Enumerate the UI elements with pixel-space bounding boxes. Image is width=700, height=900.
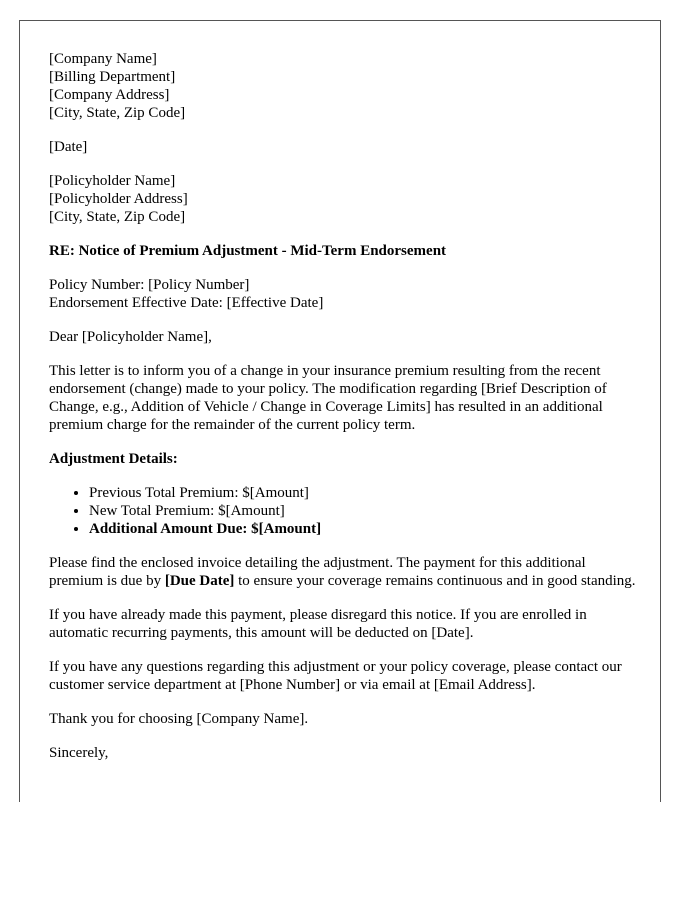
sender-city-state-zip: [City, State, Zip Code] — [49, 105, 186, 121]
additional-amount-due-item: • Additional Amount Due: $[Amount] — [89, 520, 639, 538]
recipient-name: [Policyholder Name] — [49, 173, 176, 189]
letter-page — [19, 20, 661, 802]
payment-paragraph-after: to ensure your coverage remains continuous and in good standing. — [234, 573, 636, 589]
thanks-line: Thank you for choosing [Company Name]. — [49, 711, 309, 727]
letter-content — [49, 50, 639, 778]
adjustment-details-heading: Adjustment Details: — [49, 451, 178, 467]
letter-date-block — [49, 138, 639, 156]
adjustment-details-list — [49, 484, 639, 538]
payment-paragraph — [49, 554, 639, 590]
intro-paragraph: This letter is to inform you of a change in your insurance premium resulting from the recent endorsement (change) made to your policy. The modification regarding [Brief Description of Change, e.g., Addition of Vehicle / Change in Coverage Limits] has resulted in an additional premium charge for the remainder of the current policy term. — [49, 363, 607, 433]
letter-date: [Date] — [49, 139, 88, 155]
policy-info-block — [49, 276, 639, 312]
policy-number: Policy Number: [Policy Number] — [49, 277, 250, 293]
closing-line: Sincerely, — [49, 745, 109, 761]
recipient-address-block — [49, 172, 639, 226]
payment-due-date: [Due Date] — [164, 573, 235, 589]
sender-department: [Billing Department] — [49, 69, 176, 85]
endorsement-effective-date: Endorsement Effective Date: [Effective Date] — [49, 295, 324, 311]
recipient-address: [Policyholder Address] — [49, 191, 188, 207]
questions-paragraph: If you have any questions regarding this adjustment or your policy coverage, please contact our customer service department at [Phone Number] or via email at [Email Address]. — [49, 659, 622, 693]
payment-paragraph-before: Please find the enclosed invoice detailing the adjustment. The payment for this additional premium is due by — [49, 555, 586, 589]
letter-subject: RE: Notice of Premium Adjustment - Mid-Term Endorsement — [49, 243, 447, 259]
letter-salutation: Dear [Policyholder Name], — [49, 329, 212, 345]
recipient-city-state-zip: [City, State, Zip Code] — [49, 209, 186, 225]
sender-company-name: [Company Name] — [49, 51, 157, 67]
disregard-paragraph: If you have already made this payment, please disregard this notice. If you are enrolled in automatic recurring payments, this amount will be deducted on [Date]. — [49, 607, 587, 641]
previous-premium-item: • Previous Total Premium: $[Amount] — [89, 484, 639, 502]
new-premium-item: • New Total Premium: $[Amount] — [89, 502, 639, 520]
sender-address-block — [49, 50, 639, 122]
sender-address: [Company Address] — [49, 87, 170, 103]
